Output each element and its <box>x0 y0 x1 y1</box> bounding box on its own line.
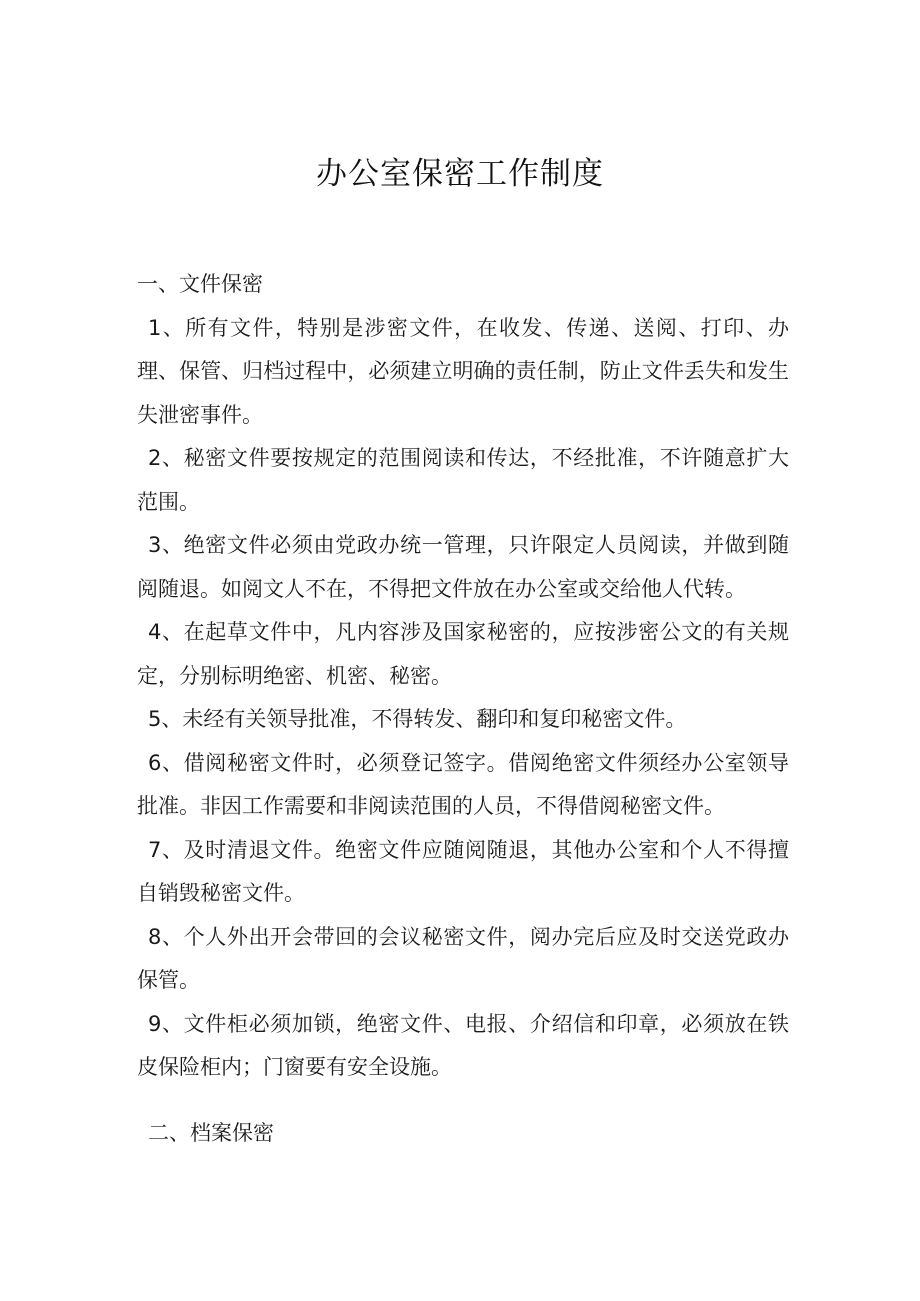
paragraph-item-3: 3、绝密文件必须由党政办统一管理，只许限定人员阅读，并做到随阅随退。如阅文人不在，不得把文件放在办公室或交给他人代转。 <box>137 533 789 601</box>
paragraph-item-2: 2、秘密文件要按规定的范围阅读和传达，不经批准，不许随意扩大范围。 <box>137 446 789 514</box>
paragraph-item-6: 6、借阅秘密文件时，必须登记签字。借阅绝密文件须经办公室领导批准。非因工作需要和非阅读范围的人员，不得借阅秘密文件。 <box>137 750 789 818</box>
paragraph-item-4: 4、在起草文件中，凡内容涉及国家秘密的，应按涉密公文的有关规定，分别标明绝密、机密、秘密。 <box>137 620 789 688</box>
paragraph-item-1: 1、所有文件，特别是涉密文件，在收发、传递、送阅、打印、办理、保管、归档过程中，必须建立明确的责任制，防止文件丢失和发生失泄密事件。 <box>137 315 789 427</box>
paragraph-item-8: 8、个人外出开会带回的会议秘密文件，阅办完后应及时交送党政办保管。 <box>137 924 789 992</box>
paragraph-item-7: 7、及时清退文件。绝密文件应随阅随退，其他办公室和个人不得擅自销毁秘密文件。 <box>137 837 789 905</box>
section-heading-file-secrecy: 一、文件保密 <box>137 272 263 296</box>
document-body <box>137 263 789 1155</box>
section-heading-archive-secrecy: 二、档案保密 <box>148 1120 274 1145</box>
paragraph-item-5: 5、未经有关领导批准，不得转发、翻印和复印秘密文件。 <box>148 707 687 731</box>
document-title: 办公室保密工作制度 <box>316 156 604 192</box>
paragraph-item-9: 9、文件柜必须加锁，绝密文件、电报、介绍信和印章，必须放在铁皮保险柜内；门窗要有安全设施。 <box>137 1011 789 1079</box>
